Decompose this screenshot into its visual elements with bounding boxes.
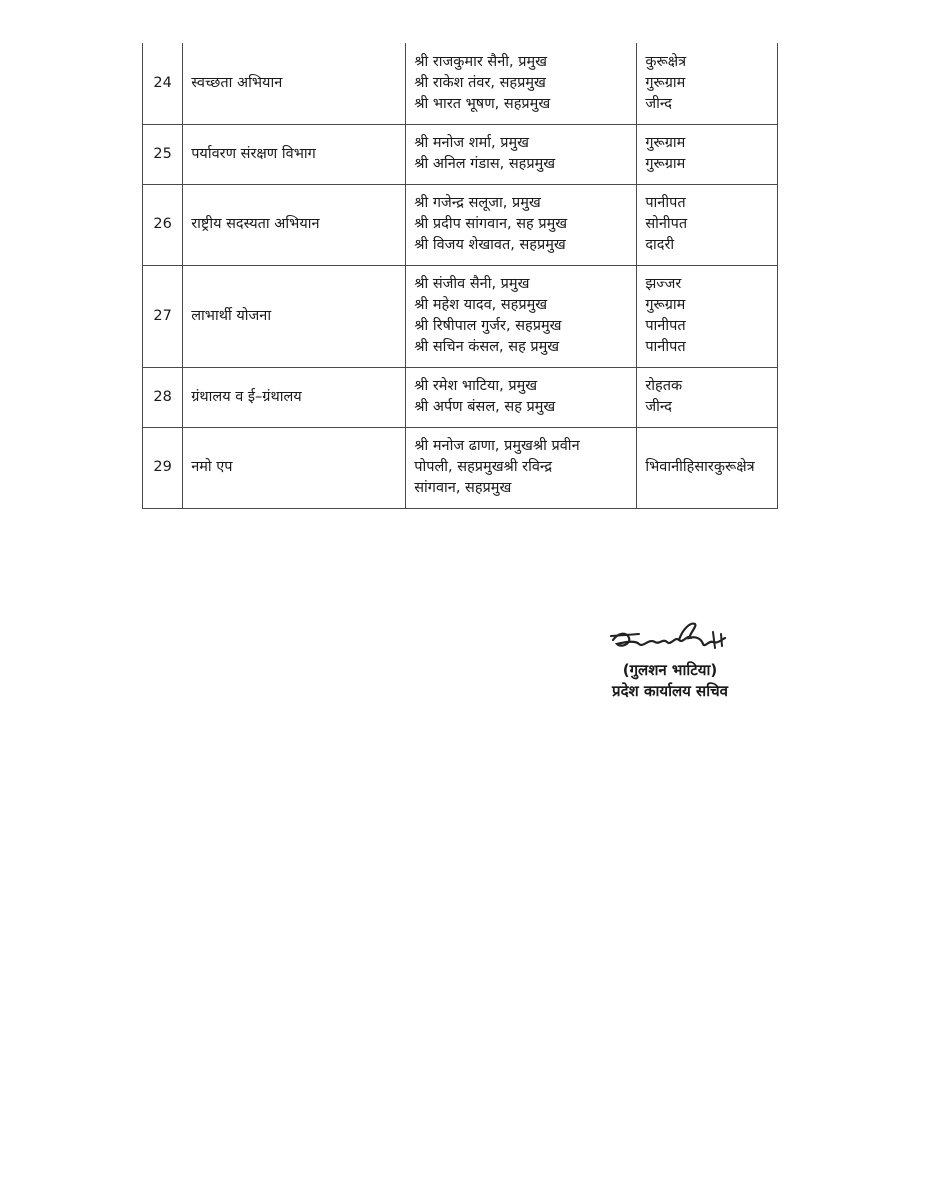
handwritten-signature bbox=[605, 618, 735, 660]
district-cell bbox=[637, 184, 778, 265]
district-line: जीन्द bbox=[645, 399, 673, 415]
members-cell bbox=[406, 265, 637, 367]
serial-number-cell: 27 bbox=[143, 265, 183, 367]
department-cell: पर्यावरण संरक्षण विभाग bbox=[183, 124, 406, 184]
serial-number-cell: 24 bbox=[143, 43, 183, 124]
members-cell bbox=[406, 367, 637, 427]
table-row bbox=[143, 43, 778, 124]
serial-number-cell: 26 bbox=[143, 184, 183, 265]
district-line: गुरूग्राम bbox=[645, 297, 686, 313]
member-line: श्री अनिल गंडास, सहप्रमुख bbox=[414, 156, 556, 172]
signatory-name: (गुलशन भाटिया) bbox=[622, 661, 718, 679]
member-line: श्री संजीव सैनी, प्रमुख bbox=[414, 276, 530, 292]
member-line: श्री सचिन कंसल, सह प्रमुख bbox=[414, 339, 560, 355]
district-line: पानीपत bbox=[645, 339, 686, 355]
district-line: झज्जर bbox=[645, 276, 682, 292]
members-cell bbox=[406, 43, 637, 124]
district-line: सोनीपत bbox=[645, 216, 688, 232]
table-body bbox=[143, 43, 778, 508]
members-cell bbox=[406, 124, 637, 184]
table-row bbox=[143, 265, 778, 367]
table-row bbox=[143, 184, 778, 265]
district-cell bbox=[637, 427, 778, 508]
signatory-title: प्रदेश कार्यालय सचिव bbox=[612, 682, 728, 700]
member-line: श्री महेश यादव, सहप्रमुख bbox=[414, 297, 548, 313]
member-line: श्री राजकुमार सैनी, प्रमुख bbox=[414, 53, 548, 70]
signature-block bbox=[560, 618, 780, 702]
member-line: श्री विजय शेखावत, सहप्रमुख bbox=[414, 237, 566, 253]
district-line: पानीपत bbox=[645, 318, 686, 334]
table-row bbox=[143, 124, 778, 184]
table-row bbox=[143, 367, 778, 427]
serial-number-cell: 28 bbox=[143, 367, 183, 427]
district-line: गुरूग्राम bbox=[645, 74, 686, 91]
member-line: श्री रमेश भाटिया, प्रमुख bbox=[414, 378, 538, 394]
table-row bbox=[143, 427, 778, 508]
district-line: दादरी bbox=[645, 237, 675, 253]
district-line: गुरूग्राम bbox=[645, 135, 686, 151]
district-cell bbox=[637, 265, 778, 367]
member-line: श्री भारत भूषण, सहप्रमुख bbox=[414, 95, 551, 112]
district-cell bbox=[637, 43, 778, 124]
department-cell: नमो एप bbox=[183, 427, 406, 508]
district-cell bbox=[637, 367, 778, 427]
district-line: रोहतक bbox=[645, 378, 683, 394]
member-line: श्री गजेन्द्र सलूजा, प्रमुख bbox=[414, 195, 541, 211]
member-line: श्री मनोज शर्मा, प्रमुख bbox=[414, 135, 529, 151]
department-cell: राष्ट्रीय सदस्यता अभियान bbox=[183, 184, 406, 265]
assignment-table bbox=[142, 43, 778, 509]
district-line: जीन्द bbox=[645, 95, 673, 112]
department-cell: लाभार्थी योजना bbox=[183, 265, 406, 367]
district-cell bbox=[637, 124, 778, 184]
serial-number-cell: 25 bbox=[143, 124, 183, 184]
district-line: भिवानीहिसारकुरूक्षेत्र bbox=[645, 459, 755, 475]
members-cell bbox=[406, 184, 637, 265]
members-cell bbox=[406, 427, 637, 508]
district-line: गुरूग्राम bbox=[645, 156, 686, 172]
member-line: श्री प्रदीप सांगवान, सह प्रमुख bbox=[414, 216, 568, 232]
department-cell: ग्रंथालय व ई–ग्रंथालय bbox=[183, 367, 406, 427]
member-line: पोपली, सहप्रमुखश्री रविन्द्र bbox=[414, 459, 553, 475]
member-line: श्री रिषीपाल गुर्जर, सहप्रमुख bbox=[414, 318, 562, 334]
member-line: श्री राकेश तंवर, सहप्रमुख bbox=[414, 74, 546, 91]
member-line: श्री मनोज ढाणा, प्रमुखश्री प्रवीन bbox=[414, 438, 580, 454]
department-cell: स्वच्छता अभियान bbox=[183, 43, 406, 124]
serial-number-cell: 29 bbox=[143, 427, 183, 508]
member-line: सांगवान, सहप्रमुख bbox=[414, 480, 512, 496]
member-line: श्री अर्पण बंसल, सह प्रमुख bbox=[414, 399, 556, 415]
district-line: पानीपत bbox=[645, 195, 686, 211]
district-line: कुरूक्षेत्र bbox=[645, 53, 687, 70]
